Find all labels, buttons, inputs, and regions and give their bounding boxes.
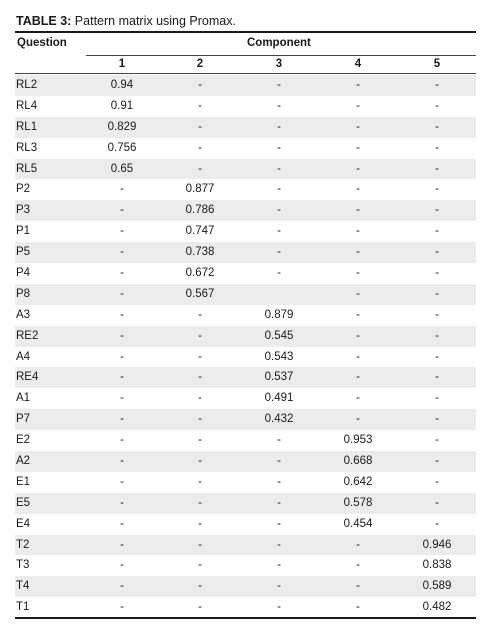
header-bottom-rule [15, 73, 476, 74]
loading-cell-5: - [435, 120, 439, 133]
table-row [15, 221, 476, 242]
loading-cell-3: - [277, 246, 281, 259]
loading-cell-1: - [120, 267, 124, 280]
question-cell: T4 [16, 580, 30, 593]
loading-cell-4: 0.642 [343, 475, 373, 488]
caption-text: Pattern matrix using Promax. [71, 14, 236, 28]
loading-cell-2: - [198, 475, 202, 488]
table-row [15, 514, 476, 535]
loading-cell-1: - [120, 308, 124, 321]
loading-cell-5: - [435, 225, 439, 238]
table-bottom-rule [15, 617, 476, 619]
loading-cell-2: - [198, 601, 202, 614]
loading-cell-3: - [277, 162, 281, 175]
loading-cell-5: - [435, 517, 439, 530]
loading-cell-5: - [435, 350, 439, 363]
loading-cell-1: - [120, 287, 124, 300]
table-row [15, 347, 476, 368]
loading-cell-4: - [356, 371, 360, 384]
question-cell: RL1 [16, 120, 38, 133]
loading-cell-4: - [356, 99, 360, 112]
loading-cell-2: 0.567 [185, 287, 215, 300]
loading-cell-3: - [277, 559, 281, 572]
table-caption [16, 13, 236, 29]
loading-cell-1: - [120, 496, 124, 509]
loading-cell-5: - [435, 413, 439, 426]
loading-cell-4: - [356, 183, 360, 196]
loading-cell-3: - [277, 225, 281, 238]
loading-cell-2: - [198, 371, 202, 384]
loading-cell-5: - [435, 475, 439, 488]
loading-cell-4: 0.668 [343, 455, 373, 468]
loading-cell-4: - [356, 162, 360, 175]
question-cell: T2 [16, 538, 30, 551]
loading-cell-2: 0.747 [185, 225, 215, 238]
loading-cell-2: - [198, 455, 202, 468]
loading-cell-4: - [356, 308, 360, 321]
table-top-rule [15, 31, 476, 33]
table-row [15, 138, 476, 159]
table-row [15, 326, 476, 347]
loading-cell-2: - [198, 517, 202, 530]
loading-cell-3: - [277, 120, 281, 133]
loading-cell-3: - [277, 79, 281, 91]
loading-cell-2: 0.672 [185, 267, 215, 280]
question-cell: RE2 [16, 329, 39, 342]
table-row [15, 493, 476, 514]
loading-cell-4: - [356, 267, 360, 280]
table-row [15, 284, 476, 305]
table-row [15, 96, 476, 117]
loading-cell-1: - [120, 601, 124, 614]
loading-cell-1: 0.65 [110, 162, 134, 175]
loading-cell-5: 0.838 [422, 559, 452, 572]
loading-cell-2: - [198, 120, 202, 133]
loading-cell-3: - [277, 538, 281, 551]
loading-cell-4: - [356, 141, 360, 154]
loading-cell-4: - [356, 204, 360, 217]
loading-cell-5: - [435, 308, 439, 321]
loading-cell-5: - [435, 371, 439, 384]
loading-cell-3: - [277, 496, 281, 509]
loading-cell-3: 0.491 [264, 392, 294, 405]
loading-cell-2: - [198, 413, 202, 426]
component-underline [86, 55, 476, 56]
loading-cell-3: - [277, 434, 281, 447]
loading-cell-4: - [356, 559, 360, 572]
question-cell: A1 [16, 392, 31, 405]
loading-cell-3: - [277, 601, 281, 614]
loading-cell-1: - [120, 559, 124, 572]
loading-cell-5: - [435, 204, 439, 217]
loading-cell-2: - [198, 559, 202, 572]
loading-cell-5: - [435, 246, 439, 259]
question-cell: P4 [16, 267, 31, 280]
loading-cell-3: - [277, 580, 281, 593]
table-row [15, 576, 476, 597]
loading-cell-4: - [356, 120, 360, 133]
question-cell: P1 [16, 225, 31, 238]
table-row [15, 535, 476, 556]
loading-cell-1: - [120, 434, 124, 447]
column-header-2: 2 [196, 58, 204, 70]
loading-cell-5: - [435, 267, 439, 280]
loading-cell-1: 0.91 [110, 99, 134, 112]
loading-cell-1: - [120, 183, 124, 196]
loading-cell-4: - [356, 580, 360, 593]
loading-cell-1: - [120, 455, 124, 468]
loading-cell-3: 0.545 [264, 329, 294, 342]
loading-cell-2: - [198, 496, 202, 509]
loading-cell-2: - [198, 99, 202, 112]
question-cell: A4 [16, 350, 31, 363]
table-row [15, 430, 476, 451]
loading-cell-3: 0.543 [264, 350, 294, 363]
loading-cell-3: - [277, 455, 281, 468]
loading-cell-3: - [277, 141, 281, 154]
column-header-4: 4 [354, 58, 362, 70]
loading-cell-4: - [356, 538, 360, 551]
column-header-5: 5 [433, 58, 441, 70]
loading-cell-4: - [356, 79, 360, 91]
table-row [15, 388, 476, 409]
table-row [15, 75, 476, 96]
question-cell: A2 [16, 455, 31, 468]
loading-cell-2: 0.877 [185, 183, 215, 196]
component-header: Component [247, 37, 311, 49]
loading-cell-5: 0.946 [422, 538, 452, 551]
table-row [15, 555, 476, 576]
loading-cell-3: 0.537 [264, 371, 294, 384]
table-row [15, 200, 476, 221]
question-cell: E5 [16, 496, 31, 509]
table-row [15, 367, 476, 388]
table-row [15, 117, 476, 138]
loading-cell-5: - [435, 141, 439, 154]
loading-cell-2: - [198, 580, 202, 593]
question-header: Question [17, 37, 67, 49]
loading-cell-4: - [356, 246, 360, 259]
loading-cell-4: 0.454 [343, 517, 373, 530]
loading-cell-1: - [120, 392, 124, 405]
question-cell: T1 [16, 601, 30, 614]
loading-cell-1: - [120, 517, 124, 530]
question-cell: P2 [16, 183, 31, 196]
table-row [15, 472, 476, 493]
loading-cell-4: - [356, 225, 360, 238]
loading-cell-2: - [198, 434, 202, 447]
question-cell: RE4 [16, 371, 39, 384]
loading-cell-1: 0.94 [110, 79, 134, 91]
question-cell: P7 [16, 413, 31, 426]
loading-cell-2: - [198, 79, 202, 91]
loading-cell-5: - [435, 99, 439, 112]
question-cell: RL4 [16, 99, 38, 112]
loading-cell-2: - [198, 308, 202, 321]
loading-cell-1: - [120, 538, 124, 551]
table-row [15, 263, 476, 284]
column-header-3: 3 [275, 58, 283, 70]
loading-cell-2: - [198, 141, 202, 154]
question-cell: T3 [16, 559, 30, 572]
loading-cell-2: - [198, 350, 202, 363]
loading-cell-4: 0.578 [343, 496, 373, 509]
table-row [15, 451, 476, 472]
loading-cell-5: - [435, 434, 439, 447]
loading-cell-1: 0.756 [107, 141, 137, 154]
question-cell: P8 [16, 287, 31, 300]
table-row [15, 409, 476, 430]
loading-cell-3: - [277, 517, 281, 530]
loading-cell-3: 0.879 [264, 308, 294, 321]
loading-cell-4: - [356, 392, 360, 405]
question-cell: E4 [16, 517, 31, 530]
loading-cell-1: - [120, 350, 124, 363]
loading-cell-1: - [120, 225, 124, 238]
loading-cell-3: - [277, 183, 281, 196]
loading-cell-1: - [120, 246, 124, 259]
table-row [15, 305, 476, 326]
loading-cell-2: - [198, 538, 202, 551]
loading-cell-1: - [120, 204, 124, 217]
loading-cell-3: - [277, 475, 281, 488]
table-row [15, 179, 476, 200]
loading-cell-1: 0.829 [107, 120, 137, 133]
loading-cell-3: - [277, 204, 281, 217]
loading-cell-4: - [356, 287, 360, 300]
question-cell: E1 [16, 475, 31, 488]
loading-cell-1: - [120, 413, 124, 426]
table-body [15, 75, 476, 618]
loading-cell-2: - [198, 162, 202, 175]
question-cell: P5 [16, 246, 31, 259]
table-row [15, 242, 476, 263]
loading-cell-4: - [356, 329, 360, 342]
loading-cell-5: - [435, 329, 439, 342]
loading-cell-5: - [435, 496, 439, 509]
loading-cell-3: - [277, 267, 281, 280]
loading-cell-3: 0.432 [264, 413, 294, 426]
loading-cell-5: 0.482 [422, 601, 452, 614]
loading-cell-1: - [120, 475, 124, 488]
loading-cell-5: - [435, 287, 439, 300]
loading-cell-4: 0.953 [343, 434, 373, 447]
loading-cell-1: - [120, 329, 124, 342]
column-header-1: 1 [118, 58, 126, 70]
loading-cell-2: - [198, 329, 202, 342]
table-row [15, 597, 476, 618]
loading-cell-2: 0.738 [185, 246, 215, 259]
question-cell: RL5 [16, 162, 38, 175]
loading-cell-5: - [435, 183, 439, 196]
loading-cell-4: - [356, 601, 360, 614]
loading-cell-2: 0.786 [185, 204, 215, 217]
question-cell: A3 [16, 308, 31, 321]
question-cell: E2 [16, 434, 31, 447]
loading-cell-2: - [198, 392, 202, 405]
loading-cell-1: - [120, 371, 124, 384]
loading-cell-5: - [435, 79, 439, 91]
question-cell: P3 [16, 204, 31, 217]
loading-cell-4: - [356, 350, 360, 363]
loading-cell-5: 0.589 [422, 580, 452, 593]
caption-label: TABLE 3: [16, 14, 72, 28]
loading-cell-5: - [435, 455, 439, 468]
loading-cell-5: - [435, 162, 439, 175]
table-row [15, 159, 476, 180]
question-cell: RL3 [16, 141, 38, 154]
loading-cell-4: - [356, 413, 360, 426]
question-cell: RL2 [16, 79, 38, 91]
loading-cell-3: - [277, 99, 281, 112]
loading-cell-5: - [435, 392, 439, 405]
loading-cell-1: - [120, 580, 124, 593]
